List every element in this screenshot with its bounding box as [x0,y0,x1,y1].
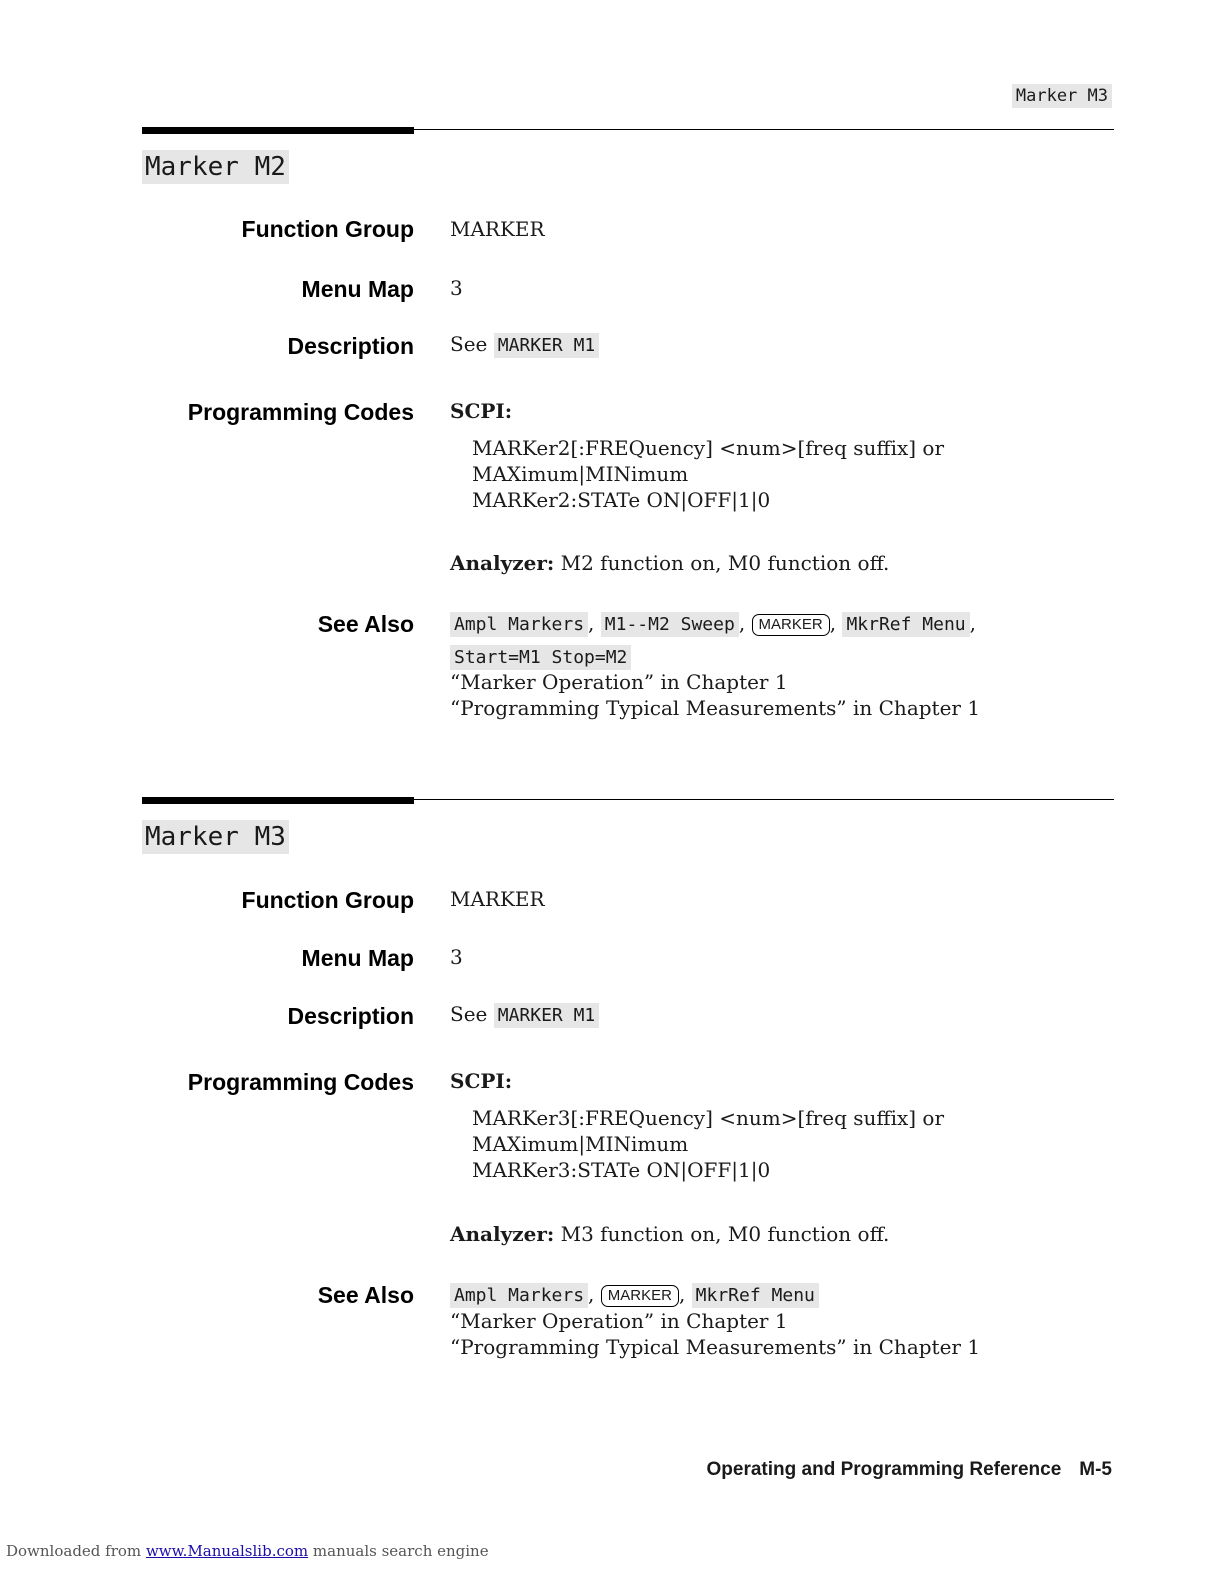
description-value [450,332,599,356]
softkey-start-stop: Start=M1 Stop=M2 [450,645,631,670]
section-title: Marker M2 [142,150,289,184]
function-group-value: MARKER [450,217,545,241]
page-footer [707,1459,1112,1481]
description-prefix: See [450,1002,488,1026]
softkey-mkrref-menu: MkrRef Menu [842,612,969,637]
see-also-keys: Ampl Markers , M1--M2 Sweep , MARKER , MkrRef Menu , [450,611,976,636]
see-also-label: See Also [317,611,414,637]
menu-map-value: 3 [450,945,463,969]
scpi-label: SCPI: [450,1069,513,1093]
softkey-mkrref-menu: MkrRef Menu [692,1283,819,1308]
page-number: M-5 [1079,1459,1112,1480]
scpi-line: MARKer2[:FREQuency] <num>[freq suffix] or [472,436,945,460]
function-group-label: Function Group [241,216,414,242]
scpi-line: MAXimum|MINimum [472,462,689,486]
function-group-label: Function Group [241,887,414,913]
footer-title: Operating and Programming Reference [706,1459,1062,1480]
softkey-ampl-markers: Ampl Markers [450,612,588,637]
hardkey-marker: MARKER [601,1285,679,1307]
menu-map-label: Menu Map [301,276,414,302]
section-title: Marker M3 [142,820,289,854]
function-group-value: MARKER [450,887,545,911]
manualslib-link[interactable]: www.Manualslib.com [145,1542,309,1560]
running-head: Marker M3 [1012,84,1112,108]
softkey-m1-m2-sweep: M1--M2 Sweep [601,612,739,637]
see-also-ref: “Programming Typical Measurements” in Chapter 1 [450,1335,981,1359]
scpi-line: MARKer2:STATe ON|OFF|1|0 [472,488,771,512]
download-suffix: manuals search engine [312,1542,489,1560]
softkey-marker-m1: MARKER M1 [494,333,600,358]
analyzer-text: M2 function on, M0 function off. [560,551,890,575]
section-rule-accent [142,127,414,134]
programming-codes-label: Programming Codes [187,399,414,425]
download-prefix: Downloaded from [6,1542,142,1560]
scpi-line: MARKer3:STATe ON|OFF|1|0 [472,1158,771,1182]
softkey-marker-m1: MARKER M1 [494,1003,600,1028]
download-note [6,1542,489,1560]
description-value [450,1002,599,1026]
scpi-line: MARKer3[:FREQuency] <num>[freq suffix] or [472,1106,945,1130]
hardkey-marker: MARKER [752,614,830,636]
description-prefix: See [450,332,488,356]
see-also-keys-cont [450,644,631,668]
see-also-label: See Also [317,1282,414,1308]
see-also-keys: Ampl Markers , MARKER , MkrRef Menu [450,1282,819,1307]
description-label: Description [287,1003,414,1029]
description-label: Description [287,333,414,359]
analyzer-line [450,551,889,575]
programming-codes-label: Programming Codes [187,1069,414,1095]
scpi-label: SCPI: [450,399,513,423]
menu-map-label: Menu Map [301,945,414,971]
softkey-ampl-markers: Ampl Markers [450,1283,588,1308]
section-rule-accent [142,797,414,804]
analyzer-line [450,1222,889,1246]
menu-map-value: 3 [450,276,463,300]
see-also-ref: “Marker Operation” in Chapter 1 [450,1309,788,1333]
scpi-line: MAXimum|MINimum [472,1132,689,1156]
analyzer-text: M3 function on, M0 function off. [560,1222,890,1246]
see-also-ref: “Marker Operation” in Chapter 1 [450,670,788,694]
see-also-ref: “Programming Typical Measurements” in Chapter 1 [450,696,981,720]
analyzer-label: Analyzer: [450,551,555,575]
analyzer-label: Analyzer: [450,1222,555,1246]
